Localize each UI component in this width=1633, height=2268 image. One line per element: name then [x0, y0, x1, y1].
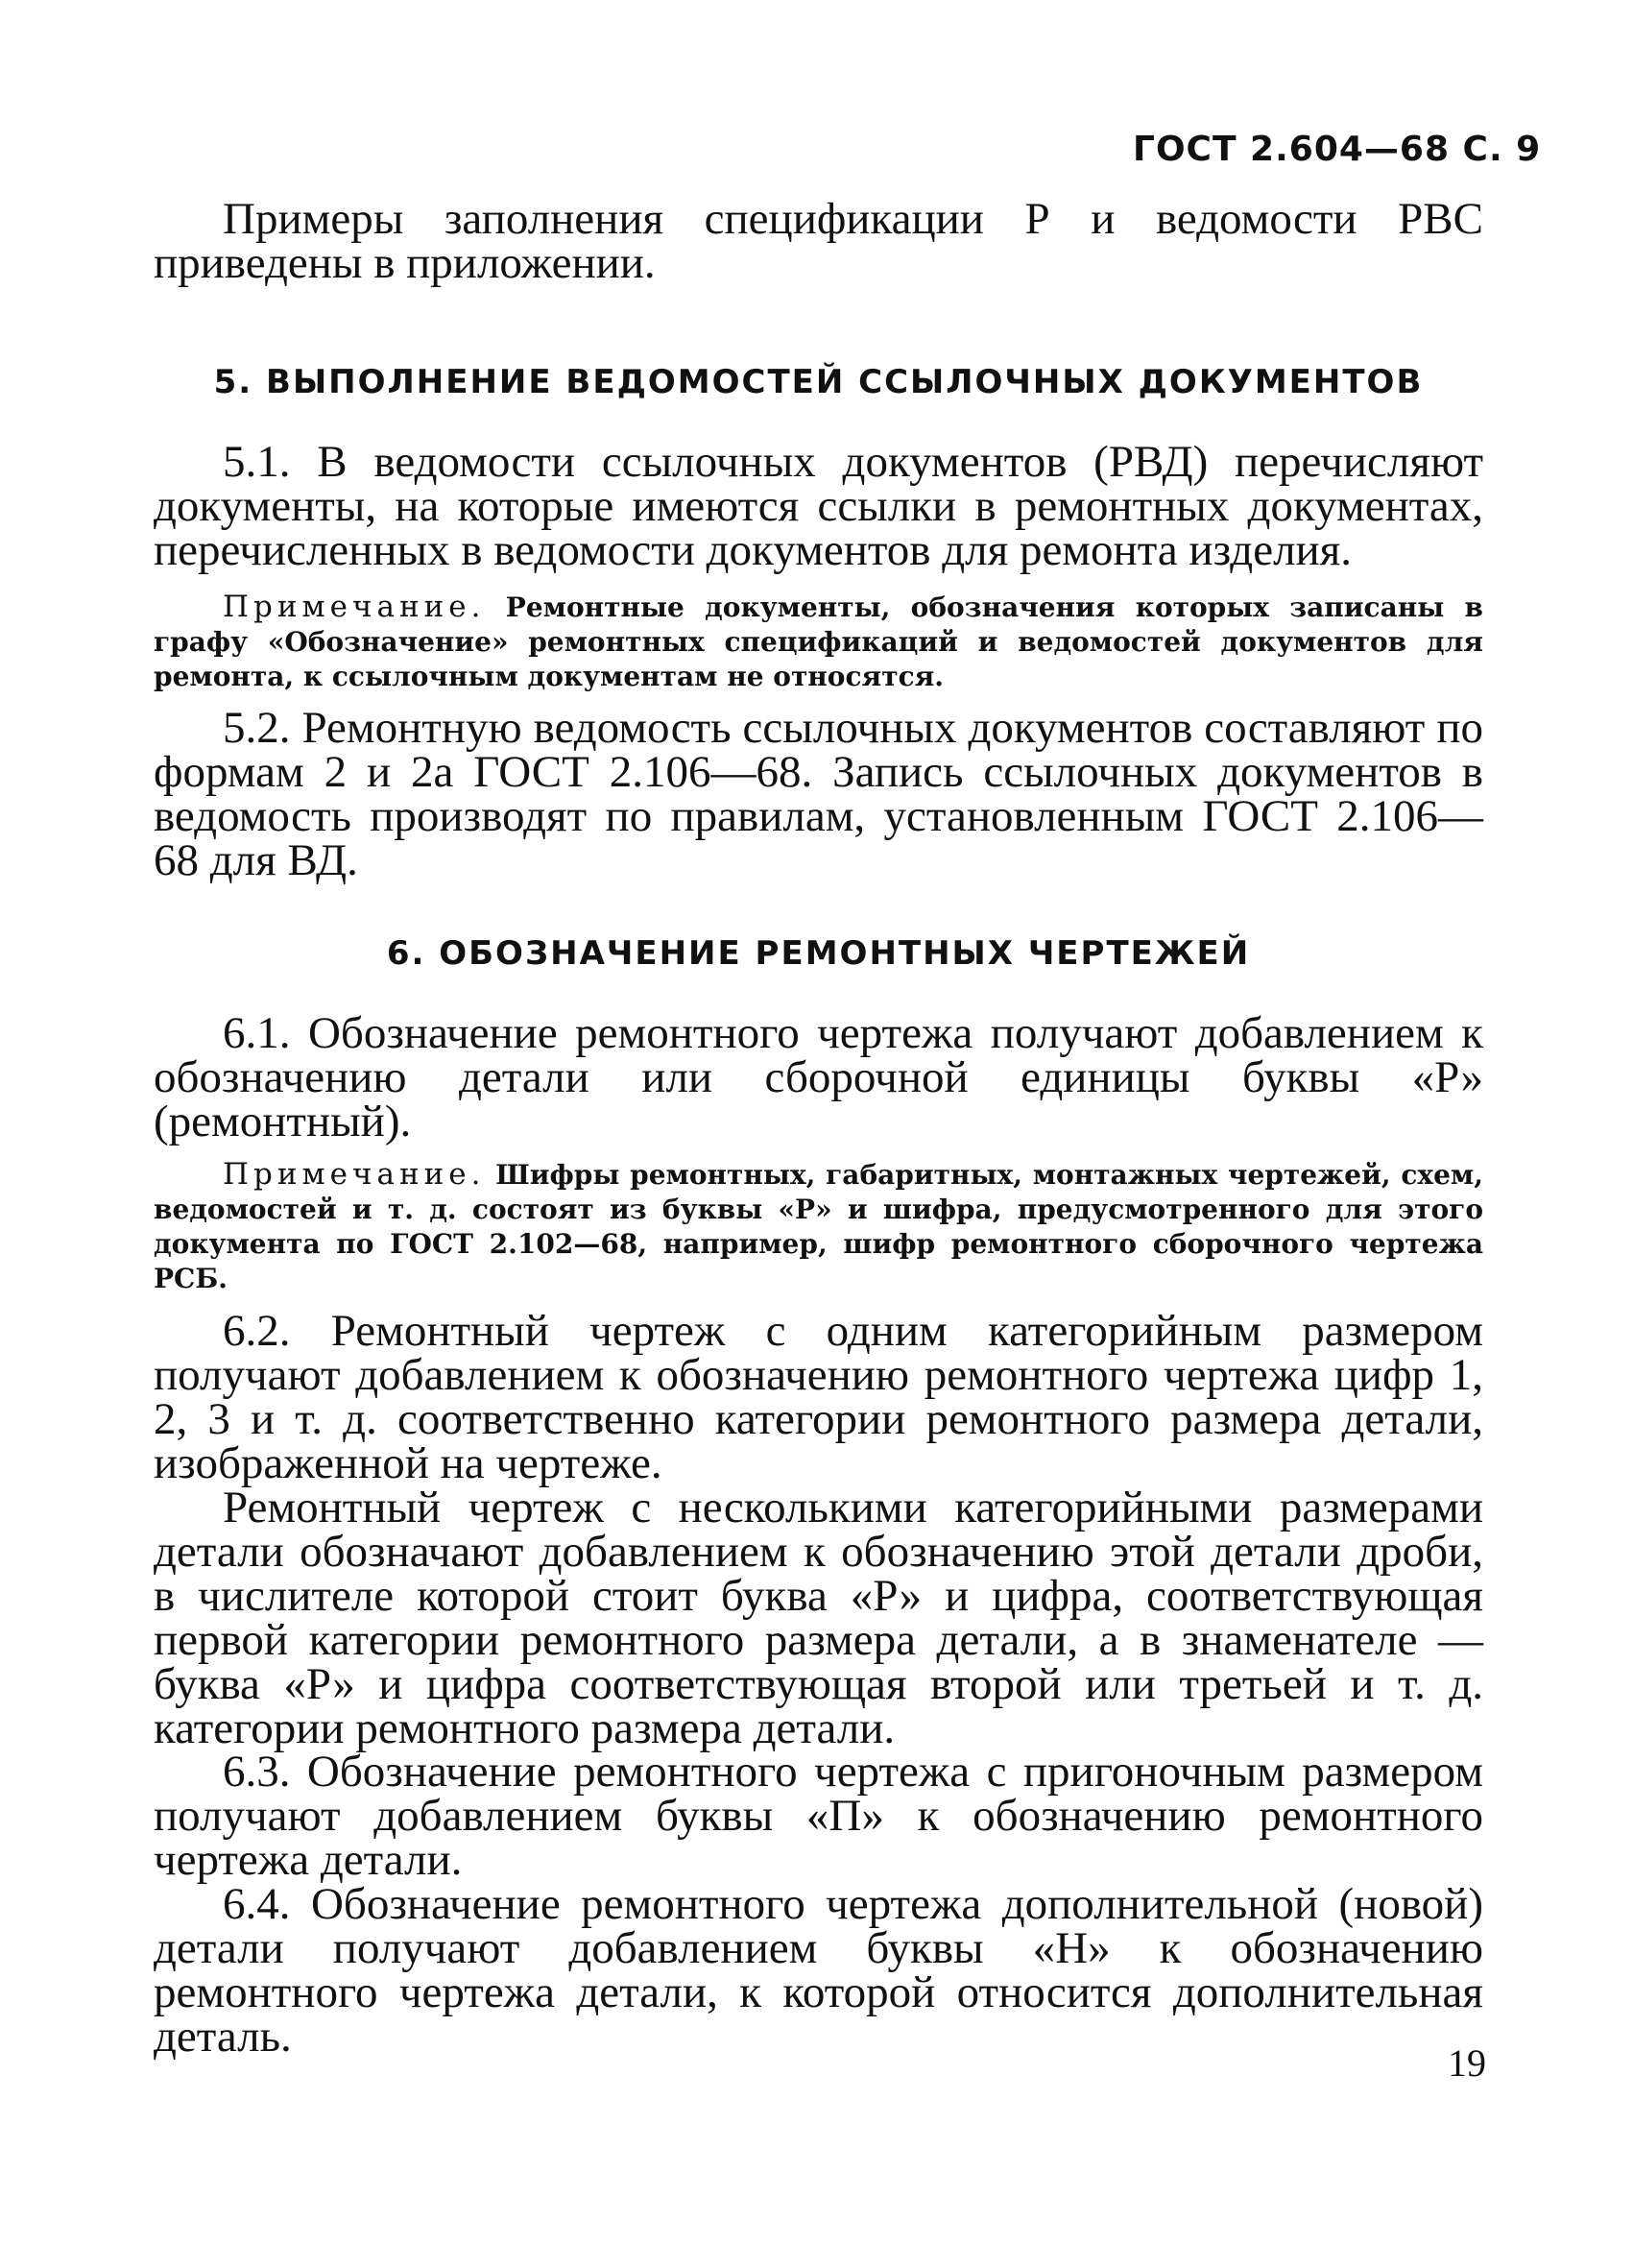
page-header: ГОСТ 2.604—68 С. 9 — [1133, 130, 1542, 169]
paragraph-6-3: 6.3. Обозначение ремонтного чертежа с пригоночным размером получают добавлением буквы «П» к обозначению ремонтного чертежа детали. — [154, 1747, 1483, 1885]
section-6-heading: 6. ОБОЗНАЧЕНИЕ РЕМОНТНЫХ ЧЕРТЕЖЕЙ — [386, 934, 1251, 973]
note-1 — [154, 590, 1483, 694]
page-number: 19 — [1448, 2041, 1486, 2085]
note-2-text: Шифры ремонтных, габаритных, монтажных чертежей, схем, ведомостей и т. д. состоят из буквы «Р» и шифра, предусмотренного для этого документа по ГОСТ 2.102—68, например, шифр ремонтного сборочного чертежа РСБ. — [154, 1159, 1484, 1294]
paragraph-6-1: 6.1. Обозначение ремонтного чертежа получают добавлением к обозначению детали или сборочной единицы буквы «Р» (ремонтный). — [154, 1008, 1483, 1146]
paragraph-5-1: 5.1. В ведомости ссылочных документов (РВД) перечисляют документы, на которые имеются ссылки в ремонтных документах, перечисленных в ведомости документов для ремонта изделия. — [154, 437, 1483, 575]
note-1-text: Ремонтные документы, обозначения которых записаны в графу «Обозначение» ремонтных спецификаций и ведомостей документов для ремонта, к ссылочным документам не относятся. — [154, 591, 1484, 692]
note-2-label: Примечание. — [223, 1157, 486, 1192]
paragraph-6-2a: 6.2. Ремонтный чертеж с одним категорийным размером получают добавлением к обозначению ремонтного чертежа цифр 1, 2, 3 и т. д. соответственно категории ремонтного размера детали, изображенной на чертеже. — [154, 1306, 1483, 1488]
intro-paragraph: Примеры заполнения спецификации Р и ведомости РВС приведены в приложении. — [154, 194, 1483, 288]
paragraph-5-2: 5.2. Ремонтную ведомость ссылочных документов составляют по формам 2 и 2а ГОСТ 2.106—68. Запись ссылочных документов в ведомость производят по правилам, установленным ГОСТ 2.106—68 для ВД. — [154, 703, 1483, 885]
note-2 — [154, 1157, 1483, 1296]
note-1-label: Примечание. — [223, 590, 486, 624]
paragraph-6-2b: Ремонтный чертеж с несколькими категорийными размерами детали обозначают добавлением к обозначению этой детали дроби, в числителе которой стоит буква «Р» и цифра, соответствующая первой категории ремонтного размера детали, а в знаменателе — буква «Р» и цифра соответствующая второй или третьей и т. д. категории ремонтного размера детали. — [154, 1483, 1483, 1753]
section-5-heading: 5. ВЫПОЛНЕНИЕ ВЕДОМОСТЕЙ ССЫЛОЧНЫХ ДОКУМЕНТОВ — [213, 363, 1424, 401]
paragraph-6-4: 6.4. Обозначение ремонтного чертежа дополнительной (новой) детали получают добавлением буквы «Н» к обозначению ремонтного чертежа детали, к которой относится дополнительная деталь. — [154, 1879, 1483, 2062]
